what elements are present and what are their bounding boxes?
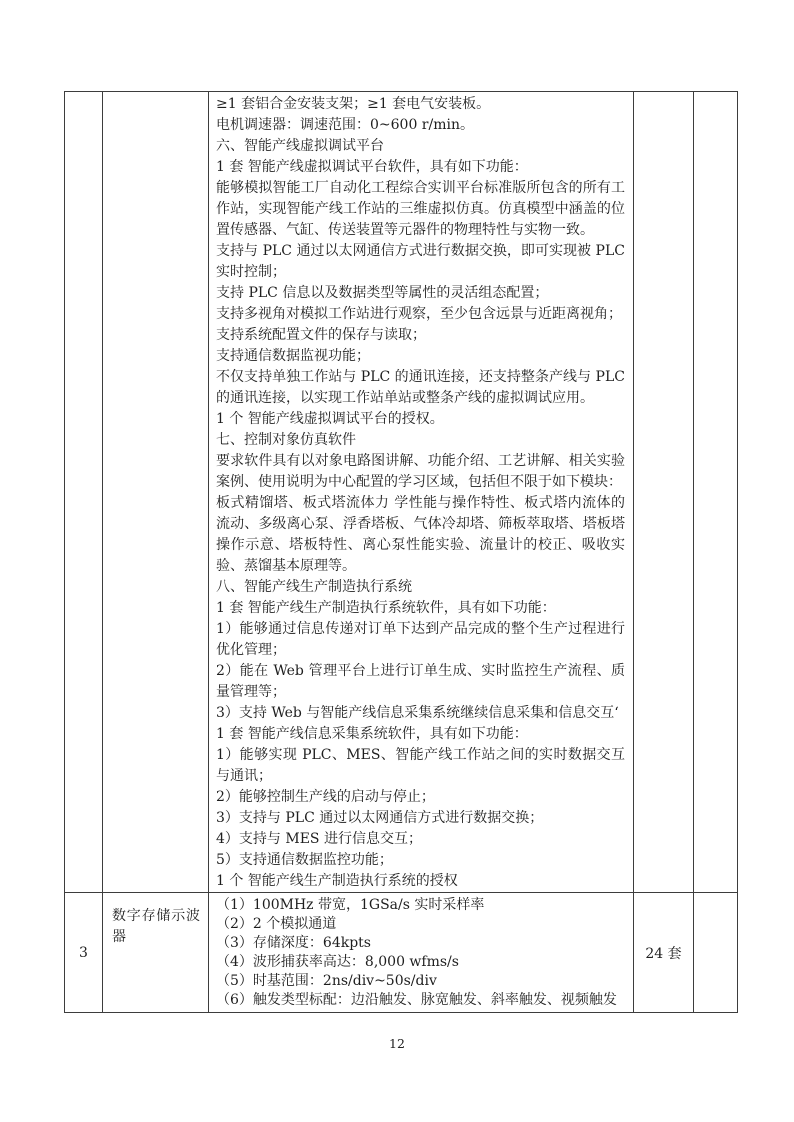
spec-paragraph: 电机调速器：调速范围：0~600 r/min。 [216,117,474,133]
spec-paragraph: 支持通信数据监视功能； [216,348,370,364]
spec-paragraph: 板式精馏塔、板式塔流体力 学性能与操作特性、板式塔内流体的流动、多级离心泵、浮香塔板、气体冷却塔、筛板萃取塔、塔板塔操作示意、塔板特性、离心泵性能实验、流量计的校正、吸收实验、蒸馏基本原理等。 [216,495,625,574]
spec-paragraph: （3）存储深度：64kpts [216,935,371,951]
spec-paragraph: 5）支持通信数据监控功能； [216,852,393,868]
remark-cell [694,893,738,1013]
spec-paragraph: 七、控制对象仿真软件 [216,432,356,448]
spec-paragraph-list [216,896,625,1010]
spec-paragraph: 1）能够实现 PLC、MES、智能产线工作站之间的实时数据交互与通讯； [216,747,625,784]
spec-paragraph: 1 套 智能产线生产制造执行系统软件，具有如下功能： [216,600,556,616]
table-row-oscilloscope [65,893,738,1013]
spec-paragraph: （1）100MHz 带宽，1GSa/s 实时采样率 [216,897,485,913]
row-index-cell [65,92,103,893]
spec-paragraph: （5）时基范围：2ns/div~50s/div [216,973,437,989]
page-number: 12 [389,1036,405,1051]
spec-paragraph: ≥1 套铝合金安装支架；≥1 套电气安装板。 [216,96,491,112]
spec-paragraph: 1 套 智能产线信息采集系统软件，具有如下功能： [216,726,528,742]
spec-table [64,91,738,1013]
quantity-cell [634,92,694,893]
spec-paragraph: （4）波形捕获率高达：8,000 wfms/s [216,954,459,970]
spec-paragraph: 1）能够通过信息传递对订单下达到产品完成的整个生产过程进行优化管理； [216,621,625,658]
spec-paragraph: 1 个 智能产线生产制造执行系统的授权 [216,873,458,889]
spec-paragraph: 支持 PLC 信息以及数据类型等属性的灵活组态配置； [216,285,549,301]
quantity-cell: 24 套 [634,893,694,1013]
row-index-cell: 3 [65,893,103,1013]
spec-paragraph: 2）能在 Web 管理平台上进行订单生成、实时监控生产流程、质量管理等； [216,663,625,700]
spec-paragraph: 2）能够控制生产线的启动与停止； [216,789,435,805]
spec-paragraph: 4）支持与 MES 进行信息交互； [216,831,422,847]
spec-paragraph: 要求软件具有以对象电路图讲解、功能介绍、工艺讲解、相关实验案例、使用说明为中心配置的学习区域，包括但不限于如下模块： [216,453,625,490]
spec-paragraph: 3）支持 Web 与智能产线信息采集系统继续信息采集和信息交互‘ [216,705,619,721]
spec-paragraph: 六、智能产线虚拟调试平台 [216,138,384,154]
remark-cell [694,92,738,893]
spec-paragraph: （6）触发类型标配：边沿触发、脉宽触发、斜率触发、视频触发 [216,992,617,1008]
spec-list-cell [209,893,634,1013]
spec-paragraph: 不仅支持单独工作站与 PLC 的通讯连接，还支持整条产线与 PLC 的通讯连接，以实现工作站单站或整条产线的虚拟调试应用。 [216,369,625,406]
spec-paragraph: 1 个 智能产线虚拟调试平台的授权。 [216,411,444,427]
table-row-continued [65,92,738,893]
spec-list-cell [209,92,634,893]
spec-paragraph: 3）支持与 PLC 通过以太网通信方式进行数据交换； [216,810,544,826]
spec-paragraph: 支持系统配置文件的保存与读取； [216,327,426,343]
spec-paragraph: 八、智能产线生产制造执行系统 [216,579,412,595]
spec-paragraph: 支持与 PLC 通过以太网通信方式进行数据交换，即可实现被 PLC 实时控制； [216,243,625,280]
spec-paragraph: 能够模拟智能工厂自动化工程综合实训平台标准版所包含的所有工作站，实现智能产线工作站的三维虚拟仿真。仿真模型中涵盖的位置传感器、气缸、传送装置等元器件的物理特性与实物一致。 [216,180,625,238]
spec-paragraph: 1 套 智能产线虚拟调试平台软件，具有如下功能： [216,159,528,175]
spec-paragraph: （2）2 个模拟通道 [216,916,337,932]
spec-paragraph-list [216,94,625,892]
item-name-cell: 数字存储示波器 [103,893,209,1013]
item-name-cell [103,92,209,893]
spec-paragraph: 支持多视角对模拟工作站进行观察，至少包含远景与近距离视角； [216,306,622,322]
